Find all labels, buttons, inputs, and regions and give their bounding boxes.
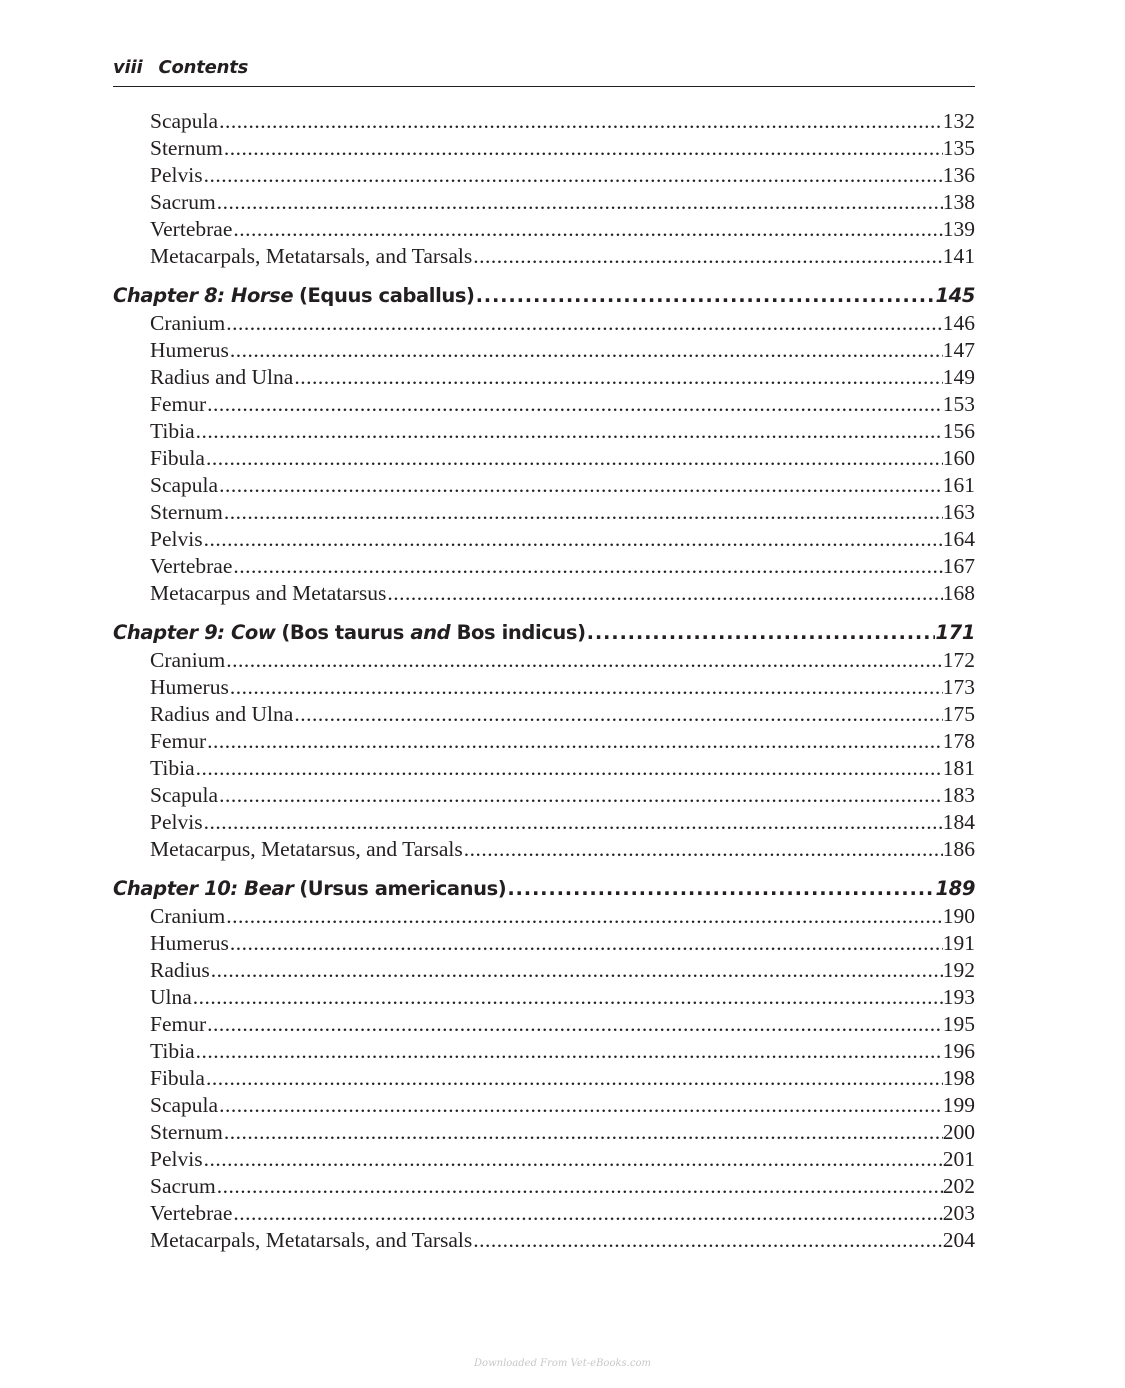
entry-title: Scapula — [150, 109, 219, 133]
chapter-title — [113, 875, 506, 903]
dot-leader — [206, 728, 943, 755]
dot-leader — [475, 282, 936, 310]
dot-leader — [203, 162, 943, 189]
page-ref: 173 — [942, 675, 975, 699]
dot-leader — [229, 337, 943, 364]
dot-leader — [206, 1011, 943, 1038]
toc-entry — [113, 189, 975, 216]
toc-entry — [113, 499, 975, 526]
page-ref: 146 — [942, 311, 975, 335]
dot-leader — [293, 701, 942, 728]
entry-title: Fibula — [150, 446, 205, 470]
dot-leader — [205, 1065, 943, 1092]
toc-entry — [113, 957, 975, 984]
entry-title: Scapula — [150, 473, 219, 497]
dot-leader — [205, 445, 943, 472]
page-ref: 200 — [942, 1120, 975, 1144]
dot-leader — [293, 364, 942, 391]
dot-leader — [225, 903, 943, 930]
page-ref: 163 — [942, 500, 975, 524]
toc-entry — [113, 1227, 975, 1254]
page-ref: 145 — [935, 284, 975, 307]
dot-leader — [232, 1200, 942, 1227]
toc-entry — [113, 553, 975, 580]
entry-title: Femur — [150, 1012, 207, 1036]
dot-leader — [232, 553, 942, 580]
entry-title: Femur — [150, 729, 207, 753]
dot-leader — [229, 930, 943, 957]
chapter-title — [113, 282, 475, 310]
dot-leader — [218, 472, 943, 499]
entry-title: Tibia — [150, 1039, 195, 1063]
running-head — [113, 54, 975, 87]
toc-entry — [113, 162, 975, 189]
page-ref: 178 — [942, 729, 975, 753]
toc-entry — [113, 1065, 975, 1092]
toc-entry — [113, 1173, 975, 1200]
page-ref: 135 — [942, 136, 975, 160]
page-ref: 141 — [942, 244, 975, 268]
species-segment: Bos indicus) — [450, 621, 586, 644]
toc-entry — [113, 674, 975, 701]
page-ref: 201 — [942, 1147, 975, 1171]
toc-entry — [113, 701, 975, 728]
page-ref: 183 — [942, 783, 975, 807]
page-ref: 193 — [942, 985, 975, 1009]
entry-title: Metacarpals, Metatarsals, and Tarsals — [150, 244, 473, 268]
entry-title: Fibula — [150, 1066, 205, 1090]
dot-leader — [203, 1146, 943, 1173]
page-ref: 199 — [942, 1093, 975, 1117]
chapter-species — [299, 284, 475, 307]
entry-title: Femur — [150, 392, 207, 416]
entry-title: Humerus — [150, 338, 229, 362]
entry-title: Metacarpus, Metatarsus, and Tarsals — [150, 837, 463, 861]
page-ref: 189 — [935, 877, 975, 900]
page-ref: 191 — [942, 931, 975, 955]
page-number: viii — [113, 57, 143, 78]
toc-entry — [113, 445, 975, 472]
toc-chapter-heading — [113, 619, 975, 647]
toc-entry — [113, 755, 975, 782]
toc-chapter-heading — [113, 875, 975, 903]
page-ref: 139 — [942, 217, 975, 241]
entry-title: Cranium — [150, 904, 226, 928]
entry-title: Sternum — [150, 500, 223, 524]
dot-leader — [472, 1227, 942, 1254]
toc-entry — [113, 108, 975, 135]
entry-title: Sternum — [150, 1120, 223, 1144]
entry-title: Cranium — [150, 311, 226, 335]
chapter-label: Chapter 9: Cow — [113, 621, 276, 644]
running-head-title: Contents — [158, 57, 249, 78]
toc-entry — [113, 647, 975, 674]
dot-leader — [216, 1173, 943, 1200]
page-ref: 192 — [942, 958, 975, 982]
toc-entry — [113, 728, 975, 755]
dot-leader — [463, 836, 943, 863]
watermark: Downloaded From Vet-eBooks.com — [474, 1358, 651, 1369]
chapter-title — [113, 619, 586, 647]
toc-entry — [113, 930, 975, 957]
dot-leader — [506, 875, 935, 903]
toc-entry — [113, 580, 975, 607]
entry-title: Metacarpus and Metatarsus — [150, 581, 387, 605]
entry-title: Pelvis — [150, 163, 203, 187]
toc-entry — [113, 1011, 975, 1038]
entry-title: Pelvis — [150, 1147, 203, 1171]
dot-leader — [218, 782, 943, 809]
toc-entry — [113, 364, 975, 391]
toc-entry — [113, 1146, 975, 1173]
toc-entry — [113, 391, 975, 418]
entry-title: Vertebrae — [150, 217, 233, 241]
dot-leader — [225, 310, 943, 337]
entry-title: Radius and Ulna — [150, 365, 294, 389]
page-ref: 190 — [942, 904, 975, 928]
page-ref: 172 — [942, 648, 975, 672]
dot-leader — [210, 957, 943, 984]
entry-title: Tibia — [150, 756, 195, 780]
species-segment: (Equus caballus) — [299, 284, 475, 307]
toc-entry — [113, 984, 975, 1011]
dot-leader — [232, 216, 942, 243]
page-ref: 161 — [942, 473, 975, 497]
dot-leader — [203, 809, 943, 836]
page-ref: 204 — [942, 1228, 975, 1252]
table-of-contents — [113, 108, 975, 1254]
entry-title: Sacrum — [150, 1174, 216, 1198]
species-segment: (Bos taurus — [281, 621, 411, 644]
dot-leader — [195, 1038, 943, 1065]
toc-entry — [113, 418, 975, 445]
entry-title: Sternum — [150, 136, 223, 160]
dot-leader — [218, 108, 943, 135]
page-ref: 168 — [942, 581, 975, 605]
toc-entry — [113, 836, 975, 863]
page-ref: 164 — [942, 527, 975, 551]
page-ref: 198 — [942, 1066, 975, 1090]
toc-entry — [113, 472, 975, 499]
page-ref: 181 — [942, 756, 975, 780]
entry-title: Tibia — [150, 419, 195, 443]
entry-title: Sacrum — [150, 190, 216, 214]
page-ref: 203 — [942, 1201, 975, 1225]
toc-entry — [113, 1200, 975, 1227]
page-ref: 149 — [942, 365, 975, 389]
page-ref: 153 — [942, 392, 975, 416]
dot-leader — [225, 647, 943, 674]
page-ref: 186 — [942, 837, 975, 861]
entry-title: Radius and Ulna — [150, 702, 294, 726]
dot-leader — [223, 1119, 943, 1146]
dot-leader — [223, 135, 943, 162]
dot-leader — [218, 1092, 943, 1119]
entry-title: Cranium — [150, 648, 226, 672]
page-ref: 136 — [942, 163, 975, 187]
dot-leader — [216, 189, 943, 216]
chapter-label: Chapter 8: Horse — [113, 284, 294, 307]
page-ref: 132 — [942, 109, 975, 133]
page-ref: 147 — [942, 338, 975, 362]
toc-entry — [113, 782, 975, 809]
dot-leader — [386, 580, 942, 607]
entry-title: Radius — [150, 958, 210, 982]
species-segment: and — [410, 621, 451, 644]
entry-title: Scapula — [150, 1093, 219, 1117]
entry-title: Humerus — [150, 675, 229, 699]
dot-leader — [206, 391, 943, 418]
dot-leader — [472, 243, 942, 270]
page-ref: 156 — [942, 419, 975, 443]
entry-title: Scapula — [150, 783, 219, 807]
page-ref: 171 — [935, 621, 975, 644]
toc-entry — [113, 1092, 975, 1119]
toc-entry — [113, 310, 975, 337]
dot-leader — [203, 526, 943, 553]
toc-entry — [113, 135, 975, 162]
entry-title: Pelvis — [150, 810, 203, 834]
entry-title: Humerus — [150, 931, 229, 955]
dot-leader — [195, 418, 943, 445]
page-ref: 184 — [942, 810, 975, 834]
page-ref: 175 — [942, 702, 975, 726]
toc-entry — [113, 809, 975, 836]
toc-entry — [113, 216, 975, 243]
entry-title: Vertebrae — [150, 554, 233, 578]
page-ref: 202 — [942, 1174, 975, 1198]
entry-title: Ulna — [150, 985, 192, 1009]
toc-entry — [113, 1038, 975, 1065]
toc-entry — [113, 337, 975, 364]
toc-chapter-heading — [113, 282, 975, 310]
page-ref: 195 — [942, 1012, 975, 1036]
chapter-label: Chapter 10: Bear — [113, 877, 294, 900]
dot-leader — [586, 619, 936, 647]
entry-title: Vertebrae — [150, 1201, 233, 1225]
dot-leader — [229, 674, 943, 701]
toc-entry — [113, 903, 975, 930]
species-segment: (Ursus americanus) — [299, 877, 507, 900]
contents-page — [113, 54, 975, 1254]
toc-entry — [113, 1119, 975, 1146]
page-ref: 196 — [942, 1039, 975, 1063]
toc-entry — [113, 243, 975, 270]
toc-entry — [113, 526, 975, 553]
dot-leader — [223, 499, 943, 526]
dot-leader — [195, 755, 943, 782]
entry-title: Metacarpals, Metatarsals, and Tarsals — [150, 1228, 473, 1252]
dot-leader — [192, 984, 943, 1011]
chapter-species — [281, 621, 585, 644]
entry-title: Pelvis — [150, 527, 203, 551]
page-ref: 138 — [942, 190, 975, 214]
page-ref: 160 — [942, 446, 975, 470]
page-ref: 167 — [942, 554, 975, 578]
chapter-species — [299, 877, 506, 900]
